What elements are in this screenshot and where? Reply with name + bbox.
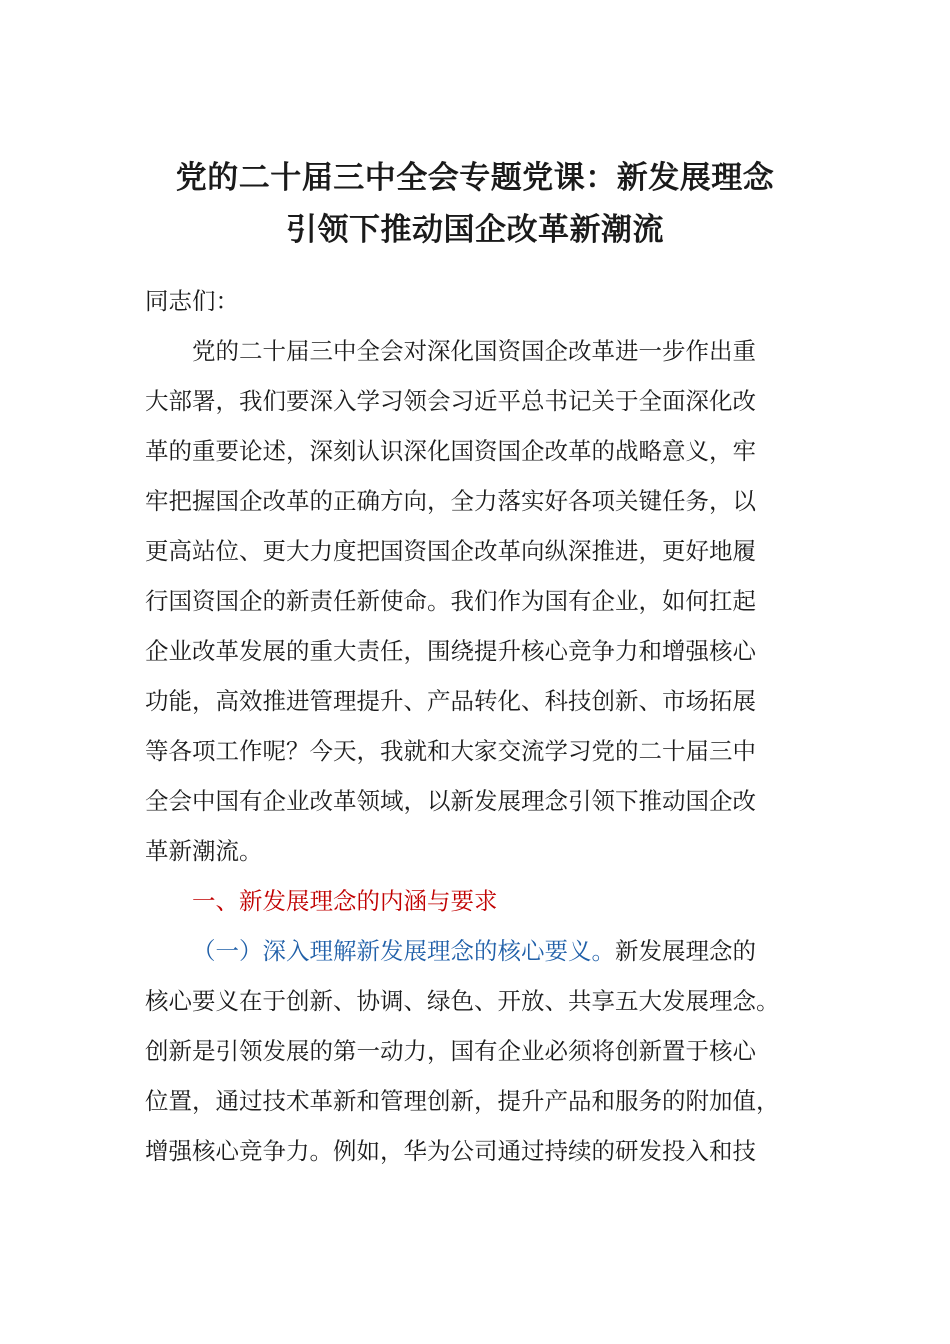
intro-line: 党的二十届三中全会对深化国资国企改革进一步作出重 xyxy=(192,337,756,365)
subsection-line: 增强核心竞争力。例如，华为公司通过持续的研发投入和技 xyxy=(145,1137,756,1165)
subsection-line: 位置，通过技术革新和管理创新，提升产品和服务的附加值， xyxy=(145,1087,780,1115)
document-body xyxy=(145,276,810,1176)
intro-line: 全会中国有企业改革领域，以新发展理念引领下推动国企改 xyxy=(145,787,756,815)
document-title xyxy=(100,152,850,256)
intro-line: 功能，高效推进管理提升、产品转化、科技创新、市场拓展 xyxy=(145,687,756,715)
intro-line: 大部署，我们要深入学习领会习近平总书记关于全面深化改 xyxy=(145,387,756,415)
section-heading: 一、新发展理念的内涵与要求 xyxy=(192,887,498,915)
intro-line: 革的重要论述，深刻认识深化国资国企改革的战略意义，牢 xyxy=(145,437,756,465)
subsection-heading: （一）深入理解新发展理念的核心要义。 xyxy=(192,937,615,965)
intro-line: 牢把握国企改革的正确方向，全力落实好各项关键任务，以 xyxy=(145,487,756,515)
subsection-first-line-text: 新发展理念的 xyxy=(615,937,756,965)
intro-line: 等各项工作呢？今天，我就和大家交流学习党的二十届三中 xyxy=(145,737,756,765)
title-line-1: 党的二十届三中全会专题党课：新发展理念 xyxy=(175,160,775,196)
title-line-2: 引领下推动国企改革新潮流 xyxy=(286,212,664,248)
subsection-first-line xyxy=(145,926,810,976)
intro-line: 革新潮流。 xyxy=(145,837,263,865)
subsection-line: 创新是引领发展的第一动力，国有企业必须将创新置于核心 xyxy=(145,1037,756,1065)
subsection-line: 核心要义在于创新、协调、绿色、开放、共享五大发展理念。 xyxy=(145,987,780,1015)
intro-line: 行国资国企的新责任新使命。我们作为国有企业，如何扛起 xyxy=(145,587,756,615)
intro-line: 企业改革发展的重大责任，围绕提升核心竞争力和增强核心 xyxy=(145,637,756,665)
intro-line: 更高站位、更大力度把国资国企改革向纵深推进，更好地履 xyxy=(145,537,756,565)
salutation: 同志们： xyxy=(145,287,239,315)
